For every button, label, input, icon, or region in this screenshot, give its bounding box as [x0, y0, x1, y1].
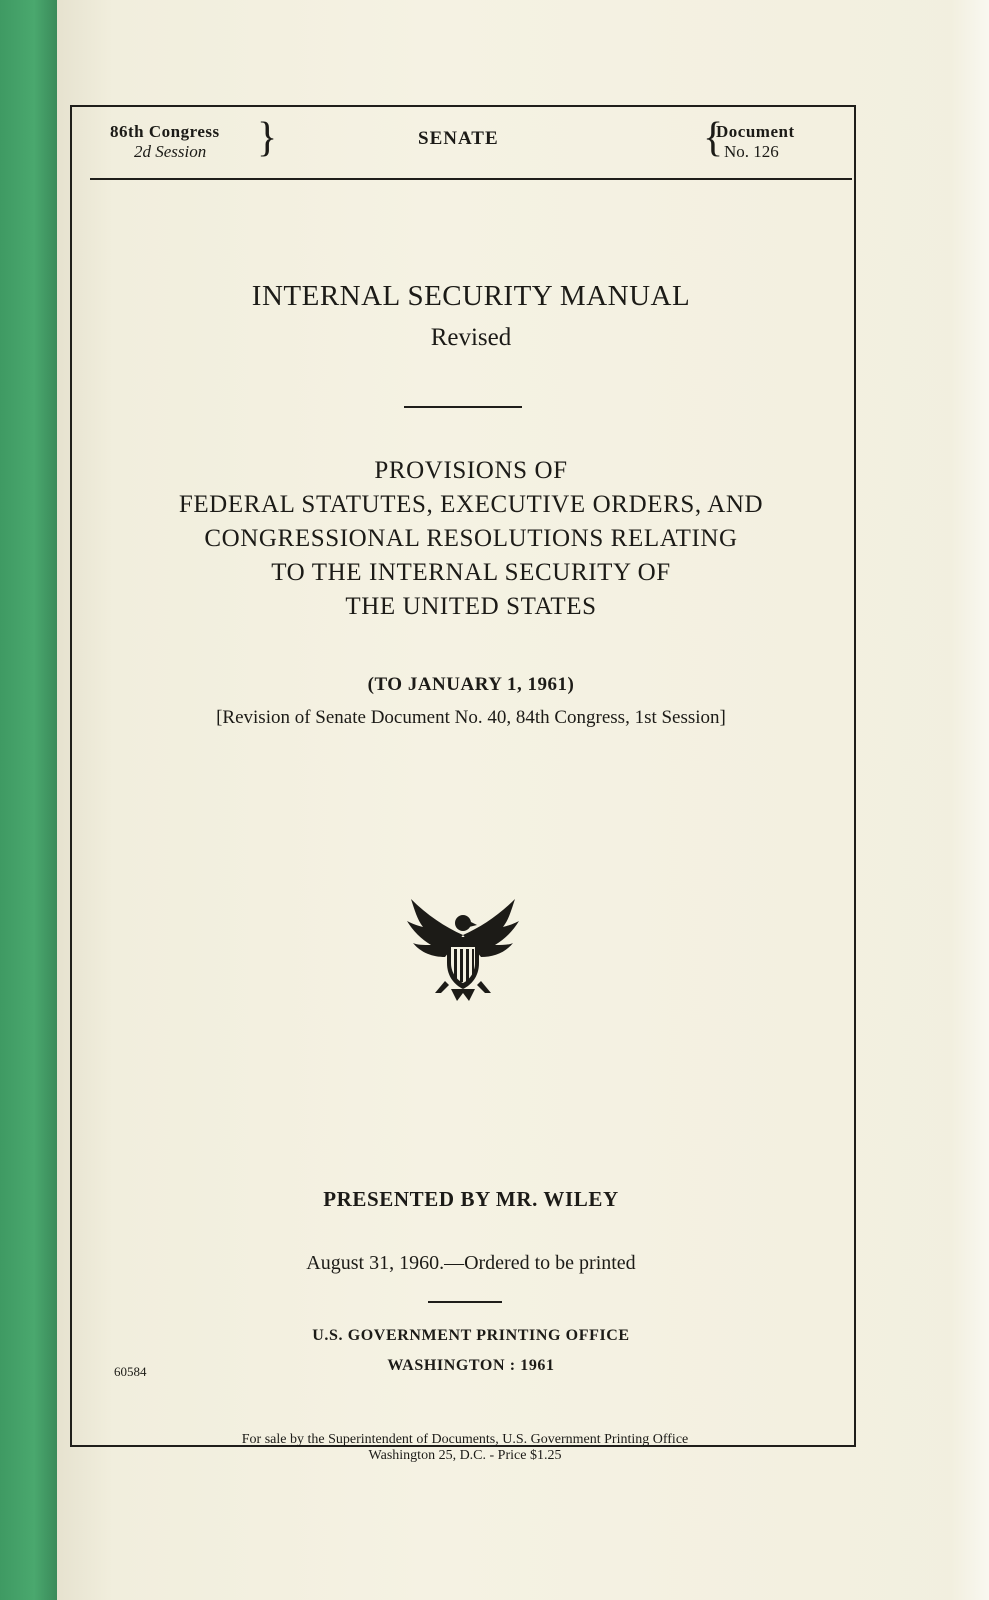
sale-line-2: Washington 25, D.C. - Price $1.25 — [368, 1448, 562, 1463]
eagle-seal-icon — [405, 897, 521, 1003]
page-edge-highlight — [951, 0, 989, 1600]
sale-line-1: For sale by the Superintendent of Documents, U.S. Government Printing Office — [241, 1432, 689, 1447]
header-divider — [90, 178, 852, 180]
imprint-divider — [428, 1301, 502, 1303]
page-subtitle: Revised — [430, 324, 512, 351]
title-divider — [404, 406, 522, 408]
job-number: 60584 — [114, 1364, 147, 1379]
provisions-heading: PROVISIONS OF FEDERAL STATUTES, EXECUTIVE ORDERS, AND CONGRESSIONAL RESOLUTIONS RELATING TO THE INTERNAL SECURITY OF THE UNITED STATES — [178, 457, 764, 620]
document-label: Document — [716, 122, 795, 141]
congress-session-block — [110, 122, 220, 162]
document-number: No. 126 — [724, 142, 779, 161]
place-and-year: WASHINGTON : 1961 — [387, 1357, 555, 1374]
session-label: 2d Session — [134, 142, 207, 161]
printer-name: U.S. GOVERNMENT PRINTING OFFICE — [312, 1327, 630, 1344]
document-number-block — [716, 122, 795, 162]
date-range: (TO JANUARY 1, 1961) — [367, 674, 575, 695]
presented-by: PRESENTED BY MR. WILEY — [323, 1187, 619, 1211]
page-title: INTERNAL SECURITY MANUAL — [251, 280, 691, 312]
sale-notice — [120, 1432, 810, 1464]
right-brace-icon: } — [257, 115, 278, 161]
revision-note: [Revision of Senate Document No. 40, 84th Congress, 1st Session] — [216, 707, 726, 728]
order-date: August 31, 1960.—Ordered to be printed — [306, 1252, 636, 1274]
congress-label: 86th Congress — [110, 122, 220, 141]
cover-spine — [0, 0, 57, 1600]
chamber-label: SENATE — [418, 128, 499, 149]
left-brace-icon: { — [703, 115, 724, 161]
